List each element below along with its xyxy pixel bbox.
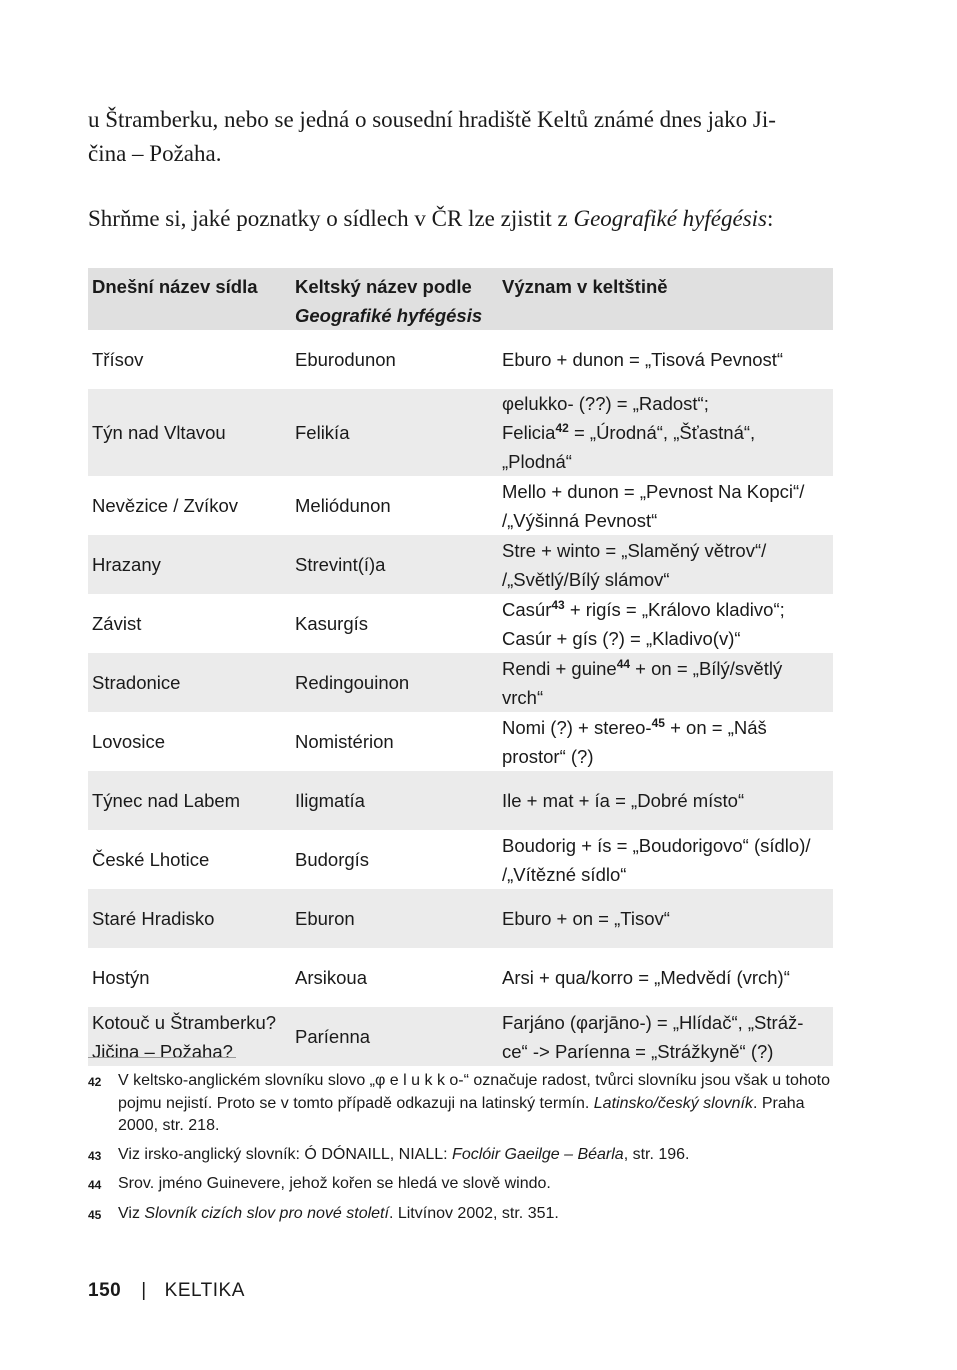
footnote-text: Srov. jméno Guinevere, jehož kořen se hledá ve slově windo. — [118, 1175, 551, 1192]
table-row — [88, 476, 833, 535]
meaning-line-1: Nomi (?) + stereo-$^{45}$ + on = „Náš — [502, 715, 767, 738]
table-header-row — [88, 268, 833, 330]
today-name: Staré Hradisko — [92, 908, 215, 929]
cell-meaning — [498, 594, 833, 653]
meaning-line-1: Rendi + guine$^{44}$ + on = „Bílý/světlý — [502, 656, 783, 679]
footnote — [88, 1173, 833, 1197]
intro-line-2: čina – Požaha. — [88, 141, 222, 166]
cell-today-name — [88, 535, 291, 594]
meaning-line-1: Arsi + qua/korro = „Medvědí (vrch)“ — [502, 967, 790, 988]
meaning-line-2: vrch“ — [502, 686, 544, 708]
page-number: 150 — [88, 1280, 122, 1301]
running-title: KELTIKA — [164, 1280, 245, 1301]
intro-paragraph — [88, 103, 834, 171]
header-celtic-name: Keltský název podle Geografiké hyfégésis — [295, 276, 483, 326]
footnote-number: 43 — [88, 1148, 102, 1163]
today-name: Týnec nad Labem — [92, 790, 241, 811]
cell-celtic-name: Eburon — [295, 908, 355, 929]
footnote — [88, 1070, 833, 1138]
today-name: Stradonice — [92, 672, 181, 693]
table-row — [88, 948, 833, 1007]
header-meaning: Význam v keltštině — [502, 276, 668, 297]
intro-line-1: u Štramberku, nebo se jedná o sousední hradiště Keltů známé dnes jako Ji- — [88, 107, 776, 132]
cell-meaning — [498, 771, 833, 830]
cell-meaning — [498, 330, 833, 389]
footer-separator: | — [141, 1280, 147, 1301]
cell-today-name — [88, 653, 291, 712]
today-name: Kotouč u Štramberku? — [92, 1011, 277, 1033]
cell-meaning — [498, 830, 833, 889]
cell-today-name — [88, 889, 291, 948]
footnote-work-title: Latinsko/český slovník — [593, 1094, 753, 1112]
cell-celtic-name: Eburodunon — [295, 349, 396, 370]
cell-celtic-name: Kasurgís — [295, 613, 369, 634]
meaning-line-1: Eburo + dunon = „Tisová Pevnost“ — [502, 349, 784, 370]
table-row — [88, 594, 833, 653]
cell-celtic-name: Iligmatía — [295, 790, 365, 811]
footnote-ref: 45 — [651, 715, 665, 730]
cell-meaning — [498, 1007, 833, 1066]
cell-celtic-name: Nomistérion — [295, 731, 394, 752]
cell-meaning — [498, 389, 833, 476]
cell-celtic-name: Strevint(í)a — [295, 554, 386, 575]
cell-celtic-name: Felikía — [295, 422, 350, 443]
footnote-text: V keltsko-anglickém slovníku slovo „φ e l u k k o-“ označuje radost, tvůrci slovníku jsou však u tohoto pojmu nejistí. Proto se v tomto případě odkazuji na latinský termín. Latinsko/český slovník. Praha 2000, str. 218. — [118, 1072, 831, 1134]
cell-today-name — [88, 594, 291, 653]
footnote-number: 45 — [88, 1207, 102, 1222]
cell-celtic-name: Budorgís — [295, 849, 370, 870]
cell-today-name — [88, 330, 291, 389]
cell-meaning — [498, 653, 833, 712]
cell-celtic-name: Paríenna — [295, 1026, 371, 1047]
today-name-alt: Jičina – Požaha? — [92, 1040, 233, 1062]
footnotes — [88, 1070, 833, 1232]
meaning-line-2: /„Výšinná Pevnost“ — [502, 509, 658, 531]
footnote-ref: 44 — [616, 656, 631, 671]
footnote — [88, 1203, 833, 1227]
meaning-line-2: ce“ -> Paríenna = „Strážkyně“ (?) — [502, 1040, 774, 1062]
today-name: Nevězice / Zvíkov — [92, 495, 238, 516]
summary-work-title: Geografiké hyfégésis — [573, 206, 767, 231]
today-name: Hostýn — [92, 967, 150, 988]
meaning-line-1: φelukko- (??) = „Radost“; — [502, 393, 709, 414]
summary-colon: : — [767, 206, 774, 231]
settlements-table — [88, 268, 833, 1066]
cell-today-name — [88, 712, 291, 771]
table-row — [88, 535, 833, 594]
cell-today-name — [88, 476, 291, 535]
footnote-text: Viz irsko-anglický slovník: Ó DÓNAILL, NIALL: Foclóir Gaeilge – Béarla, str. 196. — [118, 1145, 690, 1163]
meaning-line-1: Ile + mat + ía = „Dobré místo“ — [502, 790, 745, 811]
summary-sentence — [88, 203, 834, 235]
footnote-rule — [88, 1057, 236, 1058]
meaning-line-1: Mello + dunon = „Pevnost Na Kopci“/ — [502, 480, 805, 502]
footnote-text: Viz Slovník cizích slov pro nové století. Litvínov 2002, str. 351. — [118, 1204, 559, 1222]
meaning-line-1: Casúr$^{43}$ + rigís = „Královo kladivo“; — [502, 597, 785, 620]
footnote-number: 44 — [88, 1178, 102, 1192]
meaning-line-1: Farjáno (φarjāno-) = „Hlídač“, „Stráž- — [502, 1011, 804, 1033]
today-name: Třísov — [92, 349, 144, 370]
footnote-work-title: Foclóir Gaeilge – Béarla — [452, 1145, 624, 1163]
cell-today-name — [88, 771, 291, 830]
footnote-work-title: Slovník cizích slov pro nové století — [144, 1204, 389, 1222]
table-row — [88, 712, 833, 771]
footnote — [88, 1144, 833, 1168]
cell-meaning — [498, 948, 833, 1007]
cell-today-name — [88, 389, 291, 476]
cell-today-name — [88, 948, 291, 1007]
cell-meaning — [498, 476, 833, 535]
meaning-line-1: Eburo + on = „Tisov“ — [502, 908, 670, 929]
cell-meaning — [498, 535, 833, 594]
meaning-line-2: Felicia$^{42}$ = „Úrodná“, „Šťastná“, „Plodná“ — [502, 420, 756, 472]
cell-today-name — [88, 830, 291, 889]
meaning-line-2: prostor“ (?) — [502, 745, 594, 767]
table-row — [88, 830, 833, 889]
meaning-line-2: Casúr + gís (?) = „Kladivo(v)“ — [502, 627, 741, 649]
cell-celtic-name: Arsikoua — [295, 967, 367, 988]
today-name: Lovosice — [92, 731, 166, 752]
table-row — [88, 330, 833, 389]
cell-meaning — [498, 889, 833, 948]
cell-celtic-name: Meliódunon — [295, 495, 391, 516]
table-row — [88, 389, 833, 476]
today-name: Týn nad Vltavou — [92, 422, 226, 443]
meaning-line-2: /„Vítězné sídlo“ — [502, 863, 627, 885]
table-row — [88, 889, 833, 948]
footnote-number: 42 — [88, 1075, 102, 1089]
meaning-line-1: Stre + winto = „Slaměný větrov“/ — [502, 539, 767, 561]
today-name: Hrazany — [92, 554, 161, 575]
footnote-ref: 42 — [555, 420, 569, 435]
today-name: Závist — [92, 613, 142, 634]
table-row — [88, 771, 833, 830]
cell-meaning — [498, 712, 833, 771]
footnote-ref: 43 — [551, 597, 565, 612]
cell-celtic-name: Redingouinon — [295, 672, 410, 693]
today-name: České Lhotice — [92, 849, 210, 870]
meaning-line-1: Boudorig + ís = „Boudorigovo“ (sídlo)/ — [502, 834, 811, 856]
header-today-name: Dnešní název sídla — [92, 276, 258, 297]
page-footer — [88, 1280, 245, 1302]
table-row — [88, 653, 833, 712]
meaning-line-2: /„Světlý/Bílý slámov“ — [502, 568, 670, 590]
summary-text: Shrňme si, jaké poznatky o sídlech v ČR lze zjistit z — [88, 206, 574, 231]
